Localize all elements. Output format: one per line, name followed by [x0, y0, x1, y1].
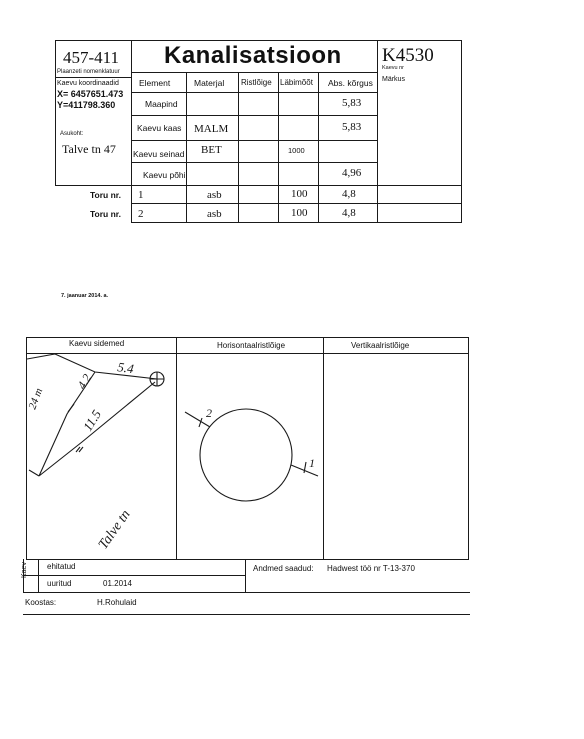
col-header-section: Ristlõige: [241, 78, 272, 87]
address-label: Asukoht:: [60, 131, 84, 137]
pipe-number: 1: [138, 189, 144, 201]
tie-distance-label: 11.5: [79, 407, 105, 434]
table-row-height: 5,83: [342, 121, 362, 133]
surveyed-date: 01.2014: [103, 579, 132, 588]
table-row-material: BET: [201, 144, 222, 156]
pipe-number: 2: [138, 208, 144, 220]
document-date: 7. jaanuar 2014. a.: [61, 293, 109, 299]
well-ties-sketch: [27, 354, 176, 559]
table-row-diameter: 1000: [288, 146, 305, 155]
panel-title-horizontal-section: Horisontaalristlõige: [217, 341, 286, 350]
table-row-element: Maapind: [145, 99, 178, 109]
tie-distance-label: 24 m: [27, 386, 46, 412]
pipe-diameter: 100: [291, 188, 308, 200]
built-label: ehitatud: [47, 562, 76, 571]
footer-side-label: Kaev: [21, 562, 28, 578]
pipe-label: Toru nr.: [90, 209, 122, 219]
nomenclature: 457-411: [63, 48, 120, 67]
table-row-element: Kaevu kaas: [137, 123, 182, 133]
pipe-height: 4,8: [342, 207, 356, 219]
well-number-label: Kaevu nr: [382, 65, 405, 71]
pipe-2-label: 2: [206, 406, 212, 420]
x-coordinate: X= 6457651.473: [57, 89, 124, 99]
table-row-element: Kaevu seinad: [133, 149, 185, 159]
col-header-diameter: Läbimõõt: [280, 78, 313, 87]
pipe-height: 4,8: [342, 188, 356, 200]
author-label: Koostas:: [25, 598, 57, 607]
pipe-material: asb: [207, 189, 222, 201]
panel-title-connections: Kaevu sidemed: [69, 339, 125, 348]
tie-distance-label: 5.4: [116, 359, 135, 377]
table-row-height: 4,96: [342, 167, 362, 179]
nomenclature-label: Plaanzeti nomenklatuur: [57, 69, 120, 75]
col-header-element: Element: [139, 78, 171, 88]
horizontal-section-drawing: [177, 354, 323, 559]
table-row-element: Kaevu põhi: [143, 170, 186, 180]
remarks-label: Märkus: [382, 76, 405, 83]
surveyed-label: uuritud: [47, 579, 72, 588]
pipe-material: asb: [207, 208, 222, 220]
col-header-material: Materjal: [194, 78, 225, 88]
address: Talve tn 47: [62, 142, 116, 156]
source-value: Hadwest töö nr T-13-370: [327, 564, 415, 573]
street-label: Talve tn: [95, 507, 134, 553]
pipe-diameter: 100: [291, 207, 308, 219]
pipe-1-label: 1: [309, 456, 315, 470]
table-row-material: MALM: [194, 123, 229, 135]
coords-label: Kaevu koordinaadid: [57, 80, 119, 87]
well-outline: [200, 409, 292, 501]
well-number: K4530: [382, 45, 434, 66]
y-coordinate: Y=411798.360: [57, 100, 116, 110]
source-label: Andmed saadud:: [253, 564, 314, 573]
author-name: H.Rohulaid: [97, 598, 137, 607]
table-row-height: 5,83: [342, 97, 362, 109]
panel-title-vertical-section: Vertikaalristlõige: [351, 341, 410, 350]
tie-distance-label: 4.2: [74, 371, 95, 392]
page-title: Kanalisatsioon: [164, 42, 342, 69]
col-header-height: Abs. kõrgus: [328, 78, 373, 88]
pipe-label: Toru nr.: [90, 190, 122, 200]
